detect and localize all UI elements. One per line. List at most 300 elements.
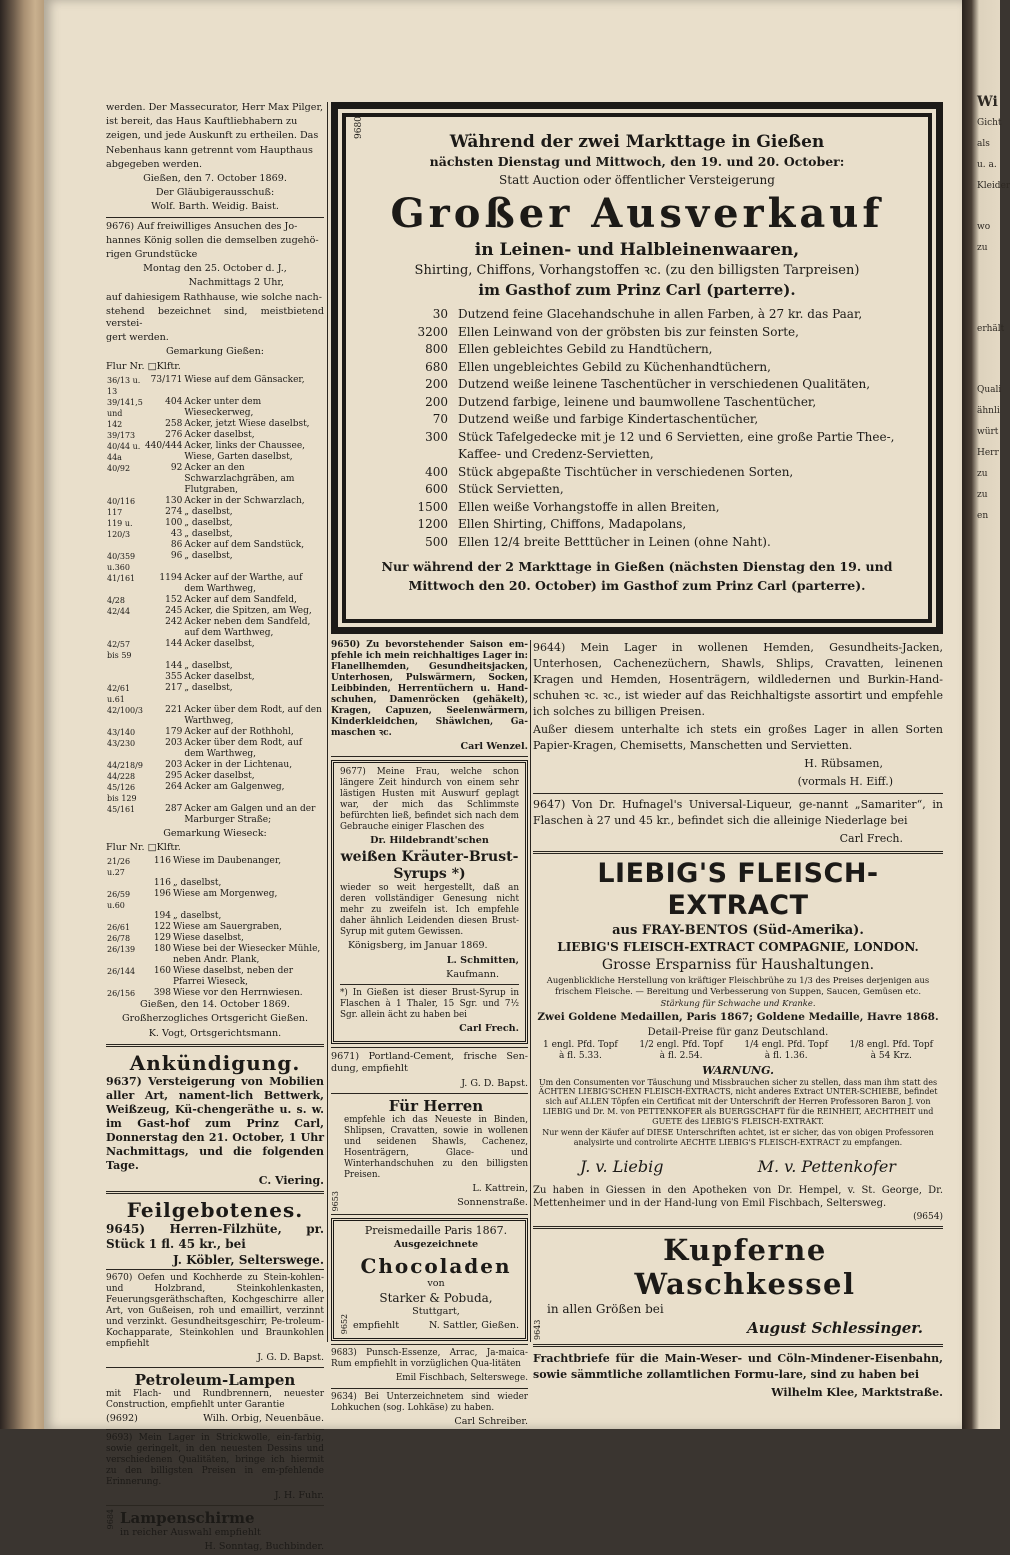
plot-flur-number: 119 u. (107, 518, 133, 528)
liebig-warning-text2: Nur wenn der Käufer auf DIESE Unterschriften achtet, ist er sicher, das von obigen Professoren analysirte und controlirte AECHTE LIEBIG'S FLEISCH-EXTRACT zu empfangen. (542, 1128, 934, 1148)
sale-item-description: Stück Tafelgedecke mit je 12 und 6 Servietten, eine große Partie Thee-, Kaffee- und Credenz-Servietten, (458, 429, 895, 461)
ad-9634-signature: Carl Schreiber. (454, 1415, 528, 1427)
sale-item (400, 341, 898, 359)
fragment-line: erhält (977, 324, 1005, 334)
text-line: stehend bezeichnet sind, meistbietend verstei- (106, 305, 324, 330)
petroleum-title: Petroleum-Lampen (134, 1371, 296, 1390)
plot-description: Wiese daselbst, neben der Pfarrei Wieseck, (173, 966, 294, 988)
ad-9677-date: Königsberg, im Januar 1869. (348, 940, 488, 952)
ad-9693-text: 9693) Mein Lager in Strickwolle, ein-farbig, sowie geringelt, in den neuesten Dessins und verschiedenen Qualitäten, bringe ich hiermit zu den billigsten Preisen in em-pfehlende Erinnerung. (106, 1432, 324, 1487)
plot-flur-number: 44/228 (107, 771, 136, 781)
plot-flur-number: 44/218/9 (107, 760, 143, 770)
plot-area: 179 (165, 726, 183, 737)
feil-title: Feilgebotenes. (126, 1198, 304, 1223)
sale-item-description: Stück abgepaßte Tischtücher in verschiedenen Sorten, (458, 464, 794, 479)
plot-area: 152 (165, 594, 183, 605)
column-divider (327, 102, 328, 1342)
plot-area: 203 (165, 737, 183, 748)
text-line: werden. Der Massecurator, Herr Max Pilger, (106, 102, 324, 113)
divider (106, 1505, 324, 1506)
big-ad-item-list (400, 306, 898, 551)
sale-item-description: Dutzend feine Glacehandschuhe in allen Farben, à 27 kr. das Paar, (458, 307, 863, 321)
sale-item-description: Ellen gebleichtes Gebild zu Handtüchern, (458, 342, 713, 356)
liebig-price (639, 1040, 723, 1062)
ad-9644-signature: H. Rübsamen, (804, 757, 883, 770)
plot-area: 129 (153, 933, 171, 944)
kessel-ad-number: 9643 (533, 1319, 542, 1341)
liebig-price-size: 1/2 engl. Pfd. Topf (639, 1039, 723, 1050)
sale-item-quantity: 3200 (417, 324, 448, 339)
column-divider (530, 640, 531, 1342)
plot-flur-number: 42/61 u.61 (107, 683, 131, 704)
ad-9677-text: 9677) Meine Frau, welche schon längere Zeit hindurch von einem sehr lästigen Husten mit Auswurf geplagt war, der mich das Schlimmste befürchten ließ, befindet sich nach dem Gebrauche einiger Flaschen des (340, 767, 519, 833)
liebig-number: (9654) (913, 1212, 943, 1223)
plot-flur-number: 26/59 u.60 (107, 890, 131, 911)
plot-row (106, 911, 324, 922)
chocolate-empfiehlt: empfiehlt (353, 1320, 400, 1332)
kessel-ad (533, 1233, 943, 1340)
sale-item-quantity: 30 (432, 307, 448, 321)
petroleum-text: mit Flach- und Rundbrennern, neuester Construction, empfiehlt unter Garantie (106, 1389, 324, 1411)
plot-area: 96 (170, 550, 183, 561)
plot-area: 404 (165, 396, 183, 407)
sale-item-description: Dutzend weiße leinene Taschentücher in verschiedenen Qualitäten, (458, 377, 871, 391)
sign-date: Gießen, den 14. October 1869. (140, 999, 290, 1011)
plot-area: 180 (153, 944, 171, 955)
plot-description: Acker unter dem Wieseckerweg, (184, 396, 262, 418)
plot-area: 440/444 (144, 440, 183, 451)
divider (533, 1226, 943, 1229)
plot-flur-number: 26/144 (107, 967, 136, 977)
plot-area: 144 (165, 638, 183, 649)
plot-area: 130 (165, 495, 183, 506)
ad-9671-signature: J. G. D. Bapst. (461, 1077, 528, 1089)
liebig-price (543, 1040, 618, 1062)
ad-9650-text: 9650) Zu bevorstehender Saison em-pfehle ich mein reichhaltiges Lager in: Flanellhemden, Gesundheitsjacken, Unterhosen, Pulswärmern, Socken, Leibbinden, Herrentüchern u. Hand-schuhen, Damenröcken (gehäkelt), Kragen, Capuzen, Seelenwärmern, Kinderkleidchen, Shäwlchen, Ga-maschen ꝛc. (331, 640, 528, 738)
notice-date: Gießen, den 7. October 1869. (143, 173, 287, 185)
ad-9650-signature: Carl Wenzel. (460, 741, 528, 752)
ad-9647-signature: Carl Frech. (839, 832, 903, 845)
plot-description: Acker daselbst, (184, 671, 255, 682)
plot-row (106, 617, 324, 639)
big-ad-subline1: in Leinen- und Halbleinenwaaren, (474, 240, 800, 260)
liebig-text1: Augenblickliche Herstellung von kräftiger Fleischbrühe zu 1/3 des Preises derjenigen aus frischem Fleische. — Bereitung und Verbesserung von Suppen, Saucen, Gemüsen etc. (546, 975, 930, 996)
ad-9644-text2: Außer diesem unterhalte ich stets ein großes Lager in allen Sorten Papier-Kragen, Chemisetts, Manschetten und Servietten. (533, 723, 943, 752)
lamp-text: in reicher Auswahl empfiehlt (120, 1526, 261, 1538)
fragment-line: u. a. (977, 160, 997, 170)
liebig-sales: Zu haben in Giessen in den Apotheken von Dr. Hempel, v. St. George, Dr. Mettenheimer und in der Hand-lung von Emil Fischbach, Seltersweg. (533, 1185, 943, 1210)
chocolate-ad-number: 9652 (340, 1314, 349, 1335)
sale-item (400, 481, 898, 499)
plot-flur-number: 142 (107, 419, 123, 429)
plot-description: Acker, links der Chaussee, Wiese, Garten daselbst, (184, 440, 306, 462)
plot-flur-number: 40/92 (107, 463, 131, 473)
big-ad-line1: Während der zwei Markttage in Gießen (449, 132, 825, 152)
liebig-price-size: 1/8 engl. Pfd. Topf (849, 1039, 933, 1050)
plot-flur-number (106, 878, 142, 889)
fragment-line: zu en (977, 490, 989, 521)
plot-row (106, 804, 324, 826)
plot-flur-number: 4/28 (107, 595, 125, 605)
lamp-ad-number: 9684 (106, 1508, 115, 1530)
plot-area: 122 (153, 922, 171, 933)
liebig-price-value: à fl. 2.54. (659, 1050, 703, 1061)
sign-office: Großherzogliches Ortsgericht Gießen. (121, 1013, 309, 1025)
sale-item-quantity: 600 (425, 482, 448, 496)
plot-description: Wiese vor den Herrnwiesen. (173, 988, 303, 999)
sale-item-quantity: 500 (425, 534, 448, 549)
plot-area: 221 (165, 704, 183, 715)
petroleum-signature: Wilh. Orbig, Neuenbäue. (203, 1413, 324, 1425)
committee-names: Wolf. Barth. Weidig. Baist. (151, 201, 279, 213)
plot-description: Acker daselbst, (184, 770, 255, 781)
plot-description: Acker auf der Warthe, auf dem Warthweg, (184, 572, 303, 594)
fragment-line: Wi (977, 94, 998, 110)
plot-description: Acker neben dem Sandfeld, auf dem Warthweg, (184, 616, 311, 638)
plot-row (106, 782, 324, 804)
plot-area: 43 (170, 528, 183, 539)
book-spine-left (0, 0, 44, 1429)
fragment-line: Herr (977, 448, 999, 458)
liebig-warning-title: WARNUNG. (702, 1063, 774, 1077)
plot-description: Acker in der Lichtenau, (184, 759, 293, 770)
ad-9677-signature2: Kaufmann. (446, 968, 499, 980)
big-ad-line3: Statt Auction oder öffentlicher Versteigerung (499, 173, 775, 187)
ankundigung-title: Ankündigung. (129, 1050, 301, 1075)
plot-description: „ daselbst, (173, 878, 222, 889)
liebig-price-size: 1/4 engl. Pfd. Topf (744, 1039, 828, 1050)
plot-area: 274 (165, 506, 183, 517)
sale-item-description: Stück Servietten, (458, 482, 564, 496)
text-line: gert werden. (106, 332, 169, 344)
liebig-price-size: 1 engl. Pfd. Topf (543, 1039, 618, 1050)
plot-row (106, 551, 324, 573)
fragment-line: wo (977, 222, 991, 232)
plot-description: „ daselbst, (184, 660, 233, 671)
plot-flur-number: 40/44 u. 44a (107, 441, 141, 462)
plot-area: 295 (165, 770, 183, 781)
plot-flur-number (106, 672, 144, 683)
fracht-signature: Wilhelm Klee, Marktstraße. (771, 1386, 943, 1400)
plot-flur-number: 26/139 (107, 945, 136, 955)
plot-row (106, 430, 324, 441)
petroleum-number: (9692) (106, 1413, 138, 1425)
plot-row (106, 661, 324, 672)
sale-item-quantity: 400 (425, 464, 448, 479)
sale-item-quantity: 300 (425, 429, 448, 444)
plot-area: 264 (165, 781, 183, 792)
ad-9677-name: Dr. Hildebrandt'schen (370, 835, 489, 847)
plot-row (106, 889, 324, 911)
sale-item (400, 411, 898, 429)
plot-area: 116 (153, 856, 171, 867)
divider (106, 217, 324, 218)
liebig-warning-text: Um den Consumenten vor Täuschung und Missbrauchen sicher zu stellen, dass man ihm statt des ÄCHTEN LIEBIG'SCHEN FLEISCH-EXTRACTS, nicht anderes Extract UNTER-SCHIEBE, befindet sich auf ALLEN Töpfen ein Certificat mit der Unterschrift der Herren Professoren Baron J. von LIEBIG und Dr. M. von PETTENKOFER als BUERGSCHAFT für die REINHEIT, AECHTHEIT und GUETE des LIEBIG'S FLEISCH-EXTRAKT. (538, 1077, 938, 1126)
ad-9677-note-signature: Carl Frech. (459, 1023, 519, 1035)
kessel-title: Kupferne Waschkessel (634, 1233, 856, 1302)
big-ad-subline3: im Gasthof zum Prinz Carl (parterre). (478, 281, 796, 299)
ad-9683-signature: Emil Fischbach, Selterswege. (395, 1373, 528, 1384)
plot-flur-number (106, 617, 144, 639)
big-ad-subline2: Shirting, Chiffons, Vorhangstoffen ꝛc. (zu den billigsten Tarpreisen) (414, 263, 860, 278)
liebig-company: LIEBIG'S FLEISCH-EXTRACT COMPAGNIE, LONDON. (557, 940, 919, 954)
gemarkung-heading: Gemarkung Wieseck: (163, 827, 267, 839)
big-ad-content (364, 131, 910, 621)
sale-item (400, 306, 898, 324)
plot-description: Acker in der Schwarzlach, (184, 495, 305, 506)
ad-9644-text: 9644) Mein Lager in wollenen Hemden, Gesundheits-Jacken, Unterhosen, Cachenezüchern, Shawls, Shlips, Cravatten, leinenen Kragen und Hemden, Hosenträgern, wildledernen und Burkin-Hand-schuhen ꝛc. ꝛc., ist wieder auf das Reichhaltigste assortirt und empfehle ich solches zu billigen Preisen. (533, 641, 943, 718)
divider (106, 1367, 324, 1368)
plot-description: Acker, jetzt Wiese daselbst, (184, 418, 310, 429)
plot-row (106, 639, 324, 661)
ankundigung-text: 9637) Versteigerung von Mobilien aller Art, nament-lich Bettwerk, Weißzeug, Kü-chengeräthe u. s. w. im Gast-hof zum Prinz Carl, Donnerstag den 21. October, 1 Uhr Nachmittags, und die folgenden Tage. (106, 1074, 324, 1172)
plot-flur-number: 26/78 (107, 934, 131, 944)
plot-description: „ daselbst, (184, 528, 233, 539)
liebig-price (849, 1040, 933, 1062)
liebig-saving: Grosse Ersparniss für Haushaltungen. (601, 957, 875, 973)
ad-9670-text: 9670) Oefen und Kochherde zu Stein-kohlen- und Holzbrand, Steinkohlenkasten, Feuerungsgeräthschaften, Kochgeschirre aller Art, von Gußeisen, roh und emaillirt, verzinnt und verzinkt. Gesundheitsgeschirr, Pe-troleum-Kochapparate, Steinkohlen und Braunkohlen empfiehlt (106, 1273, 324, 1350)
plot-row (106, 878, 324, 889)
liebig-signature-pettenkofer: M. v. Pettenkofer (757, 1157, 896, 1177)
plot-flur-number: 45/126 bis 129 (107, 782, 137, 803)
plot-description: Acker daselbst, (184, 638, 255, 649)
plot-table (106, 856, 324, 999)
fracht-text: Frachtbriefe für die Main-Weser- und Cöln-Mindener-Eisenbahn, sowie sämmtliche zollamtlichen Formu-lare, sind zu haben bei (533, 1352, 943, 1382)
divider (533, 1344, 943, 1347)
herren-title: Für Herren (388, 1096, 484, 1115)
lamp-ad-body (120, 1509, 324, 1555)
big-sale-advertisement (331, 102, 943, 634)
fragment-line: Kleider (977, 181, 1010, 191)
plot-area: 203 (165, 759, 183, 770)
sale-item (400, 359, 898, 377)
chocolate-footer (353, 1320, 519, 1332)
plot-row (106, 771, 324, 782)
kessel-ad-body (547, 1233, 943, 1340)
plot-row (106, 419, 324, 430)
plot-area: 73/171 (150, 374, 183, 385)
plot-row (106, 573, 324, 595)
plot-area: 86 (170, 539, 183, 550)
plot-description: Wiese auf dem Gänsacker, (184, 374, 305, 385)
sale-item (400, 499, 898, 517)
plot-flur-number: 21/26 u.27 (107, 857, 131, 878)
plot-flur-number: 36/13 u. 13 (107, 375, 141, 396)
lamp-ad (106, 1509, 324, 1555)
liebig-price-value: à fl. 1.36. (764, 1050, 808, 1061)
plot-row (106, 518, 324, 529)
plot-description: Wiese im Daubenanger, (173, 856, 282, 867)
plot-row (106, 529, 324, 540)
ad-9693-signature: J. H. Fuhr. (274, 1489, 324, 1501)
chocolate-signature: N. Sattler, Gießen. (429, 1320, 519, 1332)
plot-description: Acker auf dem Sandfeld, (184, 594, 297, 605)
liebig-signatures (533, 1150, 943, 1184)
sale-item-description: Ellen 12/4 breite Betttücher in Leinen (ohne Naht). (458, 534, 771, 549)
plot-row (106, 496, 324, 507)
sale-item (400, 394, 898, 412)
liebig-text2: Stärkung für Schwache und Kranke. (660, 998, 816, 1008)
column-middle (331, 640, 528, 1430)
plot-area: 194 (153, 911, 171, 922)
divider (106, 1191, 324, 1194)
sale-item-quantity: 680 (425, 359, 448, 374)
plot-flur-number: 43/230 (107, 738, 136, 748)
plot-area: 355 (165, 671, 183, 682)
herren-ad-number: 9653 (331, 1190, 340, 1212)
plot-description: Acker am Galgen und an der Marburger Straße; (184, 803, 316, 825)
divider (331, 1388, 528, 1389)
chocolate-line2: Ausgezeichnete (393, 1239, 479, 1251)
divider (331, 1214, 528, 1215)
ad-9671-text: 9671) Portland-Cement, frische Sen-dung, empfiehlt (331, 1051, 528, 1075)
divider (331, 1047, 528, 1048)
plot-flur-number: 39/173 (107, 430, 136, 440)
plot-description: Acker am Galgenweg, (184, 781, 285, 792)
text-line: auf dahiesigem Rathhause, wie solche nach- (106, 291, 322, 303)
divider (331, 756, 528, 757)
plot-area: 398 (153, 988, 171, 999)
plot-flur-number: 42/57 bis 59 (107, 639, 132, 660)
sale-item-quantity: 800 (425, 342, 448, 356)
plot-description: Wiese bei der Wiesecker Mühle, neben Andr. Plank, (173, 944, 321, 966)
sale-item (400, 324, 898, 342)
sale-item (400, 429, 898, 464)
plot-area: 242 (165, 616, 183, 627)
plot-area: 1194 (159, 572, 183, 583)
plot-row (106, 507, 324, 518)
sale-item-description: Ellen Leinwand von der gröbsten bis zur feinsten Sorte, (458, 324, 799, 339)
sale-item-quantity: 200 (425, 394, 448, 409)
text-line: 9676) Auf freiwilliges Ansuchen des Jo- (106, 220, 298, 232)
plot-row (106, 922, 324, 933)
plot-row (106, 672, 324, 683)
plot-description: Acker auf der Rothhohl, (184, 726, 294, 737)
big-ad-headline: Großer Ausverkauf (390, 190, 884, 237)
plot-flur-number: 26/61 (107, 923, 131, 933)
sale-item (400, 376, 898, 394)
big-ad-line2: nächsten Dienstag und Mittwoch, den 19. und 20. October: (429, 154, 845, 169)
petroleum-footer (106, 1413, 324, 1425)
feil-signature: J. Köbler, Selterswege. (173, 1253, 324, 1268)
liebig-advertisement (533, 858, 943, 1222)
plot-area: 144 (165, 660, 183, 671)
sale-item-description: Dutzend weiße und farbige Kindertaschentücher, (458, 412, 759, 426)
sale-item-description: Ellen ungebleichtes Gebild zu Küchenhandtüchern, (458, 359, 771, 374)
divider (106, 1429, 324, 1430)
gemarkung-heading: Gemarkung Gießen: (165, 346, 264, 358)
plot-area: 160 (153, 966, 171, 977)
plot-row (106, 933, 324, 944)
kessel-text: in allen Größen bei (547, 1302, 664, 1317)
committee-label: Der Gläubigerausschuß: (155, 187, 275, 199)
sale-item-quantity: 200 (425, 377, 448, 391)
sale-item (400, 516, 898, 534)
ad-9677-box (331, 760, 528, 1044)
sign-name: K. Vogt, Ortsgerichtsmann. (148, 1027, 282, 1039)
sale-item-quantity: 1500 (417, 499, 448, 514)
ad-9677-signature: L. Schmitten, (446, 954, 519, 966)
plot-area: 276 (165, 429, 183, 440)
plot-table-header: Flur Nr. □Klftr. (106, 842, 181, 854)
big-ad-number: 9680 (354, 116, 364, 139)
plot-flur-number: 26/156 (107, 989, 136, 999)
plot-row (106, 944, 324, 966)
kessel-signature: August Schlessinger. (747, 1319, 923, 1338)
plot-row (106, 441, 324, 463)
plot-description: Acker über dem Rodt, auf den Warthweg, (184, 704, 322, 726)
divider (106, 1044, 324, 1047)
chocolate-von: von (427, 1277, 445, 1289)
text-line: Nebenhaus kann getrennt vom Haupthaus (106, 144, 313, 156)
plot-row (106, 727, 324, 738)
plot-description: „ daselbst, (184, 682, 233, 693)
text-line: zeigen, und jede Auskunft zu ertheilen. Das (106, 130, 319, 142)
plot-row (106, 463, 324, 496)
plot-description: Acker an den Schwarzlachgräben, am Flutgraben, (184, 462, 295, 495)
plot-description: Wiese am Morgenweg, (173, 889, 278, 900)
plot-row (106, 705, 324, 727)
plot-flur-number: 39/141,5 und (107, 397, 143, 418)
ad-9677-note: *) In Gießen ist dieser Brust-Syrup in Flaschen à 1 Thaler, 15 Sgr. und 7½ Sgr. allein ächt zu haben bei (340, 988, 519, 1021)
liebig-prices-title: Detail-Preise für ganz Deutschland. (647, 1026, 829, 1038)
chocolate-city: Stuttgart, (412, 1306, 460, 1318)
plot-description: Wiese daselbst, (173, 933, 244, 944)
chocolate-ad-box (331, 1218, 528, 1341)
plot-row (106, 540, 324, 551)
plot-description: Acker auf dem Sandstück, (184, 539, 305, 550)
text-line: ist bereit, das Haus Kauftliebhabern zu (106, 116, 298, 128)
liebig-title: LIEBIG'S FLEISCH-EXTRACT (597, 858, 879, 921)
column-left (106, 102, 324, 1555)
divider (340, 984, 519, 985)
plot-row (106, 683, 324, 705)
plot-row (106, 856, 324, 878)
plot-flur-number: 42/100/3 (107, 705, 143, 715)
liebig-price-value: à fl. 5.33. (558, 1050, 602, 1061)
sale-item-description: Dutzend farbige, leinene und baumwollene Taschentücher, (458, 394, 817, 409)
plot-area: 196 (153, 889, 171, 900)
fragment-line: ähnli (977, 406, 1000, 416)
plot-area: 100 (165, 517, 183, 528)
chocolate-firm: Starker & Pobuda, (379, 1290, 493, 1305)
plot-flur-number (106, 540, 144, 551)
sale-item-quantity: 1200 (417, 517, 448, 531)
plot-description: Acker über dem Rodt, auf dem Warthweg, (184, 737, 303, 759)
lamp-signature: H. Sonntag, Buchbinder. (204, 1541, 324, 1553)
chocolate-line1: Preismedaille Paris 1867. (364, 1224, 508, 1238)
fragment-line: würt (977, 427, 999, 437)
divider (533, 851, 943, 854)
herren-signature2: Sonnenstraße. (457, 1197, 528, 1209)
herren-text: empfehle ich das Neueste in Binden, Shlipsen, Cravatten, sowie in wollenen und seidenen Shawls, Cachenez, Hosenträgern, Glace- und Winterhandschuhen zu den billigsten Preisen. (344, 1114, 528, 1180)
plot-row (106, 988, 324, 999)
plot-area: 258 (165, 418, 183, 429)
plot-flur-number (106, 661, 144, 672)
plot-description: „ daselbst, (184, 550, 233, 561)
plot-area: 217 (165, 682, 183, 693)
liebig-signature-liebig: J. v. Liebig (580, 1157, 664, 1177)
plot-description: Acker, die Spitzen, am Weg, (184, 605, 312, 616)
liebig-price (744, 1040, 828, 1062)
herren-ad-body (344, 1097, 528, 1211)
plot-description: „ daselbst, (184, 506, 233, 517)
plot-area: 287 (165, 803, 183, 814)
ad-9670-signature: J. G. D. Bapst. (257, 1352, 324, 1364)
plot-row (106, 738, 324, 760)
ad-9677-text2: wieder so weit hergestellt, daß an deren vollständiger Genesung nicht mehr zu zweifeln ist. Ich empfehle daher ähnlich Leidenden diesen Brust-Syrup mit gutem Gewissen. (340, 883, 519, 938)
auction-date: Montag den 25. October d. J., (143, 263, 287, 275)
